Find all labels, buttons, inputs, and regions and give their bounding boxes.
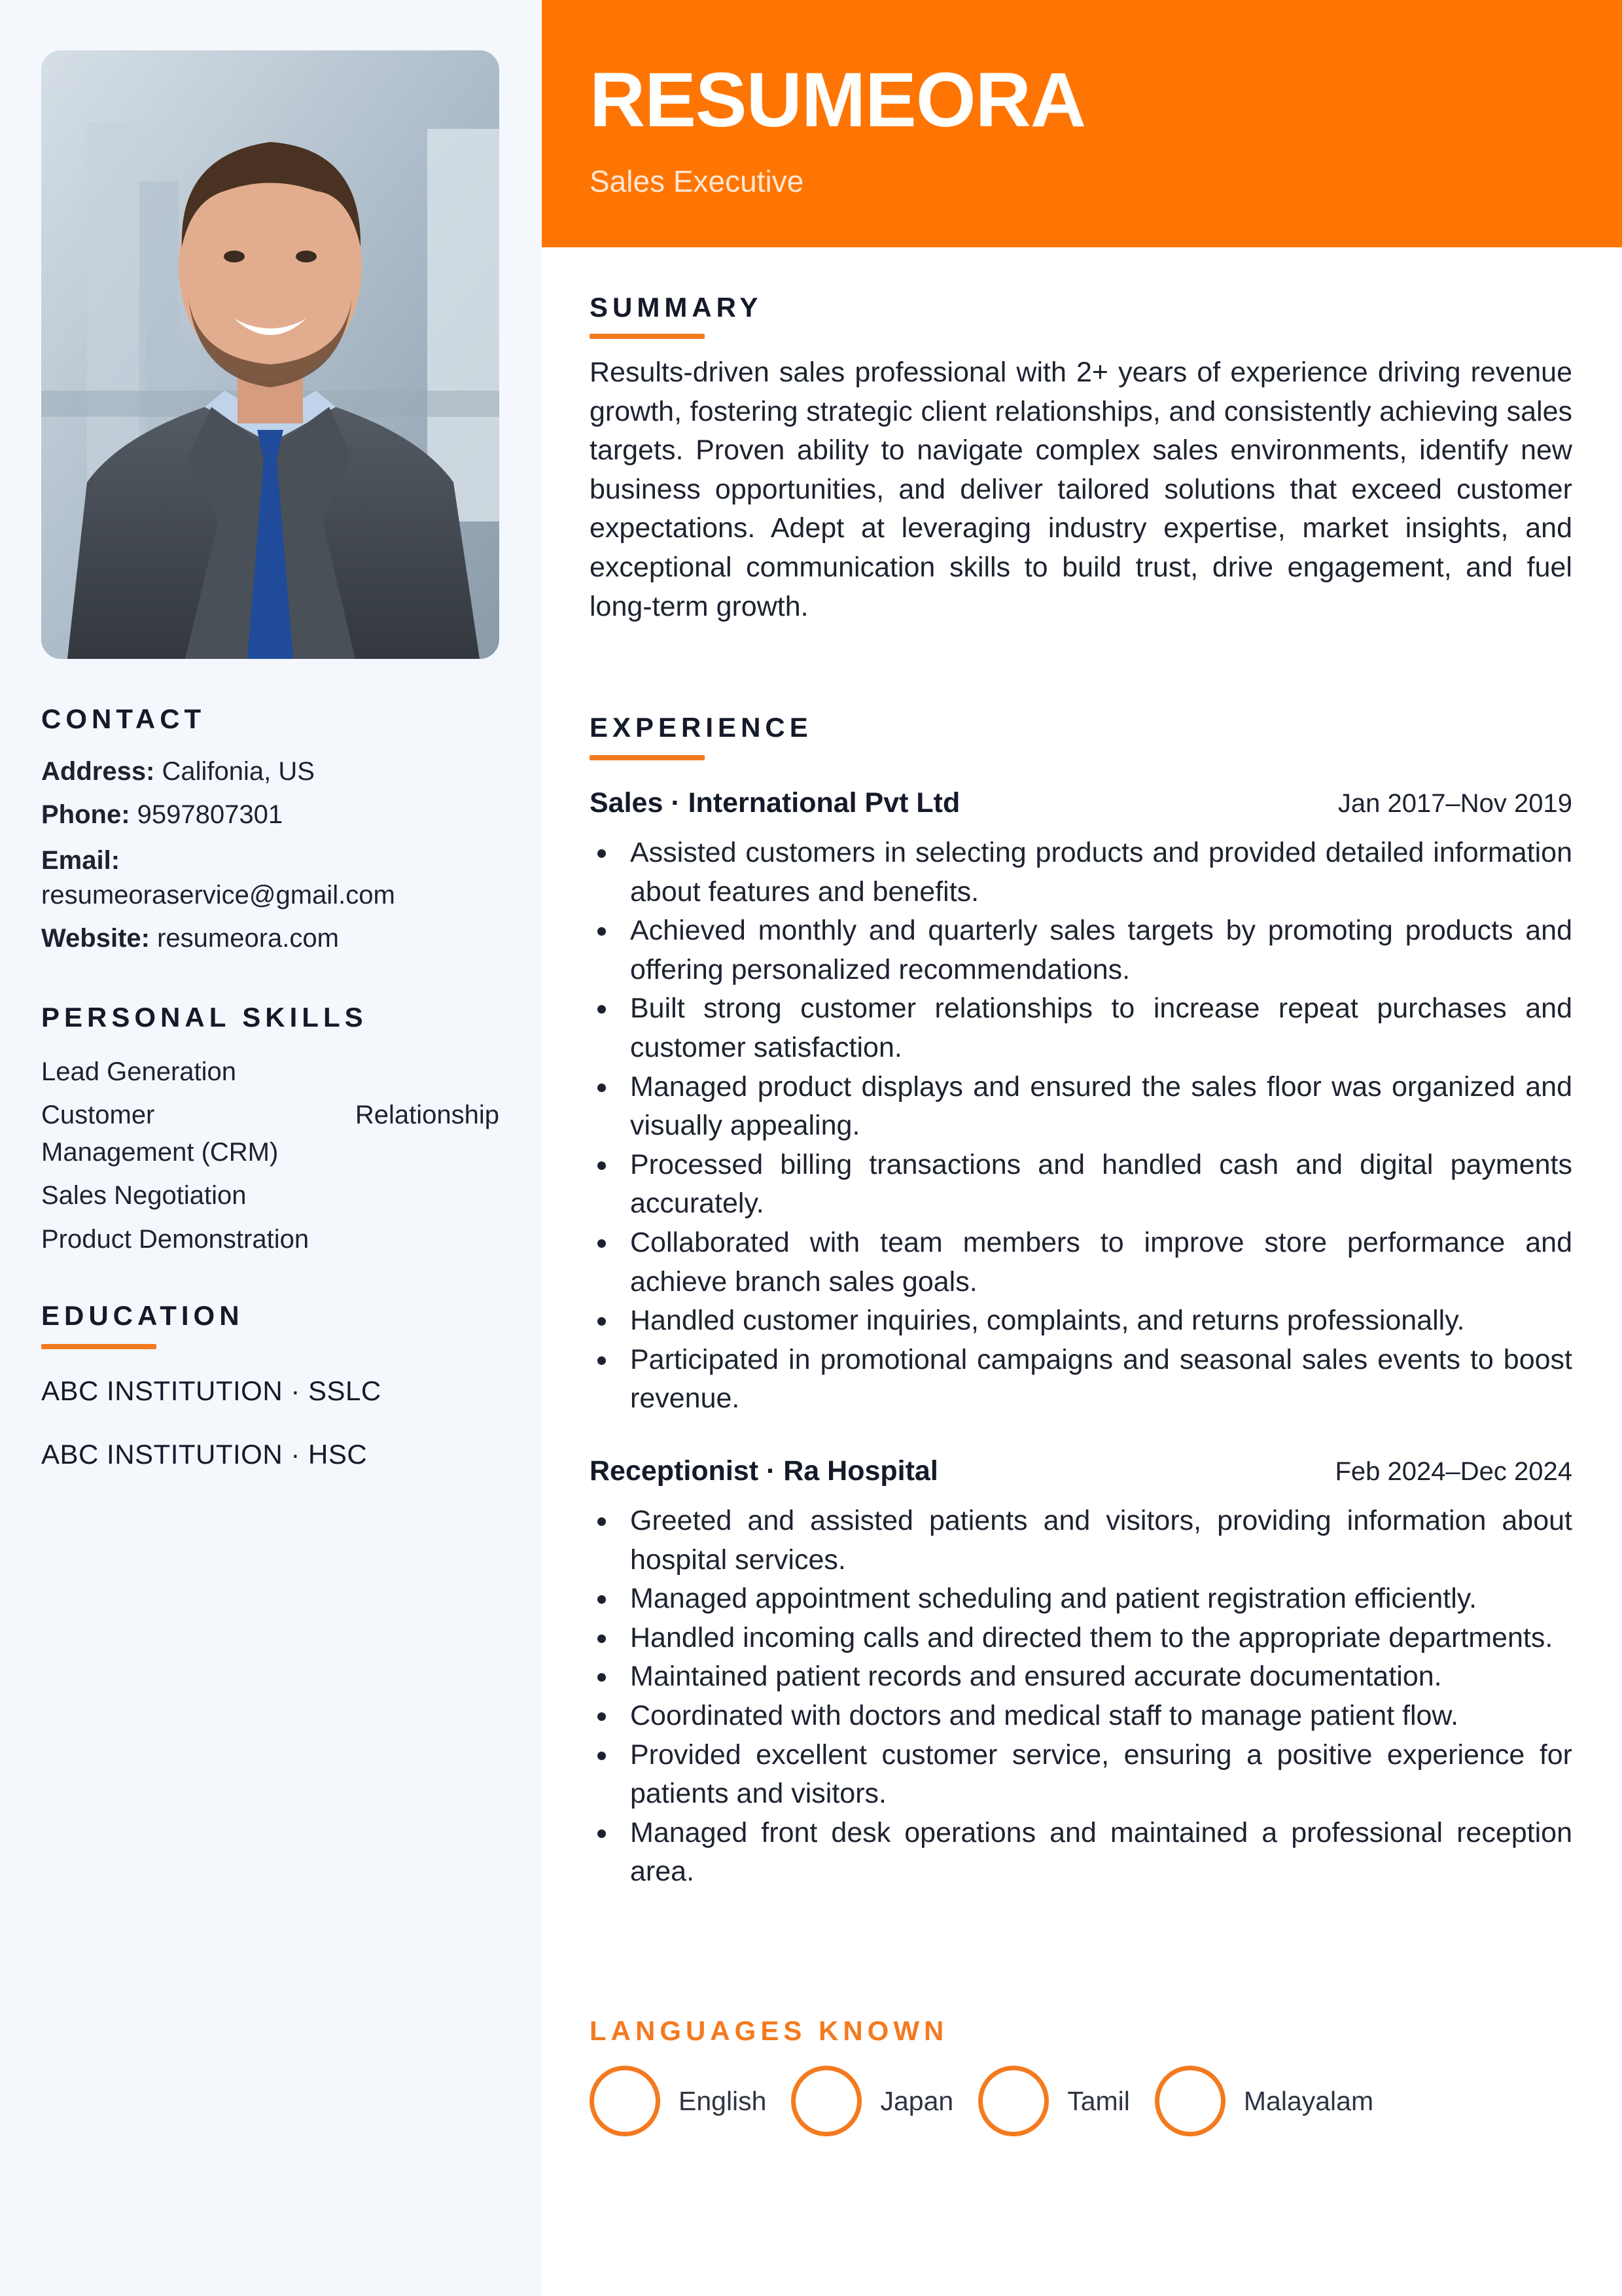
phone-label: Phone:: [41, 800, 130, 829]
language-ring-icon: [791, 2066, 862, 2136]
education-item: ABC INSTITUTION · SSLC: [41, 1375, 381, 1406]
language-label: Japan: [880, 2085, 954, 2116]
job-bullet: Managed front desk operations and maintained a professional reception area.: [590, 1814, 1572, 1892]
job-bullet: Greeted and assisted patients and visitors, providing information about hospital services.: [590, 1502, 1572, 1580]
summary-text: Results-driven sales professional with 2+ years of experience driving revenue growth, fostering strategic client relationships, and consistently achieving sales targets. Proven ability to navigate complex sales environments, identify new business opportunities, and deliver tailored solutions that exceed customer expectations. Adept at leveraging industry expertise, market insights, and exceptional communication skills to build trust, drive engagement, and fuel long-term growth.: [590, 357, 1572, 622]
skill-item: [41, 1097, 499, 1134]
contact-phone: [41, 800, 499, 830]
website-value[interactable]: resumeora.com: [157, 924, 339, 953]
language-ring-icon: [978, 2066, 1049, 2136]
language-item: [791, 2066, 953, 2136]
job-bullet: Handled incoming calls and directed them to the appropriate departments.: [590, 1619, 1572, 1658]
job-bullet: Managed product displays and ensured the sales floor was organized and visually appealing.: [590, 1068, 1572, 1146]
job-bullet: Handled customer inquiries, complaints, and returns professionally.: [590, 1301, 1572, 1341]
contact-email: [41, 881, 499, 910]
job-bullet: Built strong customer relationships to increase repeat purchases and customer satisfaction.: [590, 989, 1572, 1067]
skill-item: Lead Generation: [41, 1057, 237, 1086]
summary-underline: [590, 334, 705, 339]
email-value[interactable]: resumeoraservice@gmail.com: [41, 881, 395, 910]
job-bullets: [590, 834, 1572, 1419]
address-label: Address:: [41, 757, 155, 786]
languages-heading: LANGUAGES KNOWN: [590, 2015, 949, 2046]
education-underline: [41, 1344, 156, 1349]
contact-website: [41, 924, 499, 953]
job-bullet: Provided excellent customer service, ensuring a positive experience for patients and visitors.: [590, 1736, 1572, 1814]
website-label: Website:: [41, 924, 150, 953]
language-ring-icon: [1155, 2066, 1225, 2136]
contact-heading: CONTACT: [41, 703, 206, 734]
job-bullet: Managed appointment scheduling and patient registration efficiently.: [590, 1580, 1572, 1619]
profile-photo: [41, 50, 499, 659]
skill-word: Relationship: [355, 1101, 499, 1129]
job-title: Receptionist · Ra Hospital: [590, 1455, 938, 1487]
summary-heading: SUMMARY: [590, 292, 763, 323]
job-dates: Feb 2024–Dec 2024: [1335, 1457, 1572, 1486]
skill-item: Sales Negotiation: [41, 1181, 247, 1210]
language-item: [1155, 2066, 1373, 2136]
header-banner: [542, 0, 1622, 247]
job-dates: Jan 2017–Nov 2019: [1337, 789, 1572, 818]
language-label: Tamil: [1067, 2085, 1130, 2116]
job-bullet: Maintained patient records and ensured accurate documentation.: [590, 1657, 1572, 1697]
job-bullet: Coordinated with doctors and medical staff to manage patient flow.: [590, 1697, 1572, 1736]
skills-heading: PERSONAL SKILLS: [41, 1002, 368, 1033]
portrait-image: [41, 50, 499, 659]
email-label: Email:: [41, 846, 120, 875]
address-value: Califonia, US: [162, 757, 315, 786]
job-bullet: Achieved monthly and quarterly sales targets by promoting products and offering personalized recommendations.: [590, 911, 1572, 989]
job-bullet: Collaborated with team members to improve store performance and achieve branch sales goals.: [590, 1224, 1572, 1301]
job-bullets: [590, 1502, 1572, 1892]
language-label: Malayalam: [1243, 2085, 1374, 2116]
experience-underline: [590, 755, 705, 760]
contact-email-label: [41, 846, 499, 875]
experience-heading: EXPERIENCE: [590, 712, 813, 743]
job-bullet: Processed billing transactions and handled cash and digital payments accurately.: [590, 1146, 1572, 1224]
language-label: English: [679, 2085, 767, 2116]
skill-item: Management (CRM): [41, 1138, 279, 1167]
skill-word: Customer: [41, 1101, 155, 1129]
languages-list: [590, 2066, 1398, 2136]
sidebar: [0, 0, 542, 2296]
job-bullet: Assisted customers in selecting products and provided detailed information about features and benefits.: [590, 834, 1572, 911]
candidate-name: RESUMEORA: [590, 57, 1086, 143]
language-item: [590, 2066, 766, 2136]
candidate-role: Sales Executive: [590, 164, 804, 198]
contact-address: [41, 757, 499, 786]
education-item: ABC INSTITUTION · HSC: [41, 1439, 368, 1470]
job-bullet: Participated in promotional campaigns and seasonal sales events to boost revenue.: [590, 1341, 1572, 1419]
language-ring-icon: [590, 2066, 660, 2136]
education-heading: EDUCATION: [41, 1300, 244, 1331]
skill-item: Product Demonstration: [41, 1225, 309, 1254]
phone-value[interactable]: 9597807301: [137, 800, 283, 829]
language-item: [978, 2066, 1130, 2136]
job-title: Sales · International Pvt Ltd: [590, 787, 961, 819]
